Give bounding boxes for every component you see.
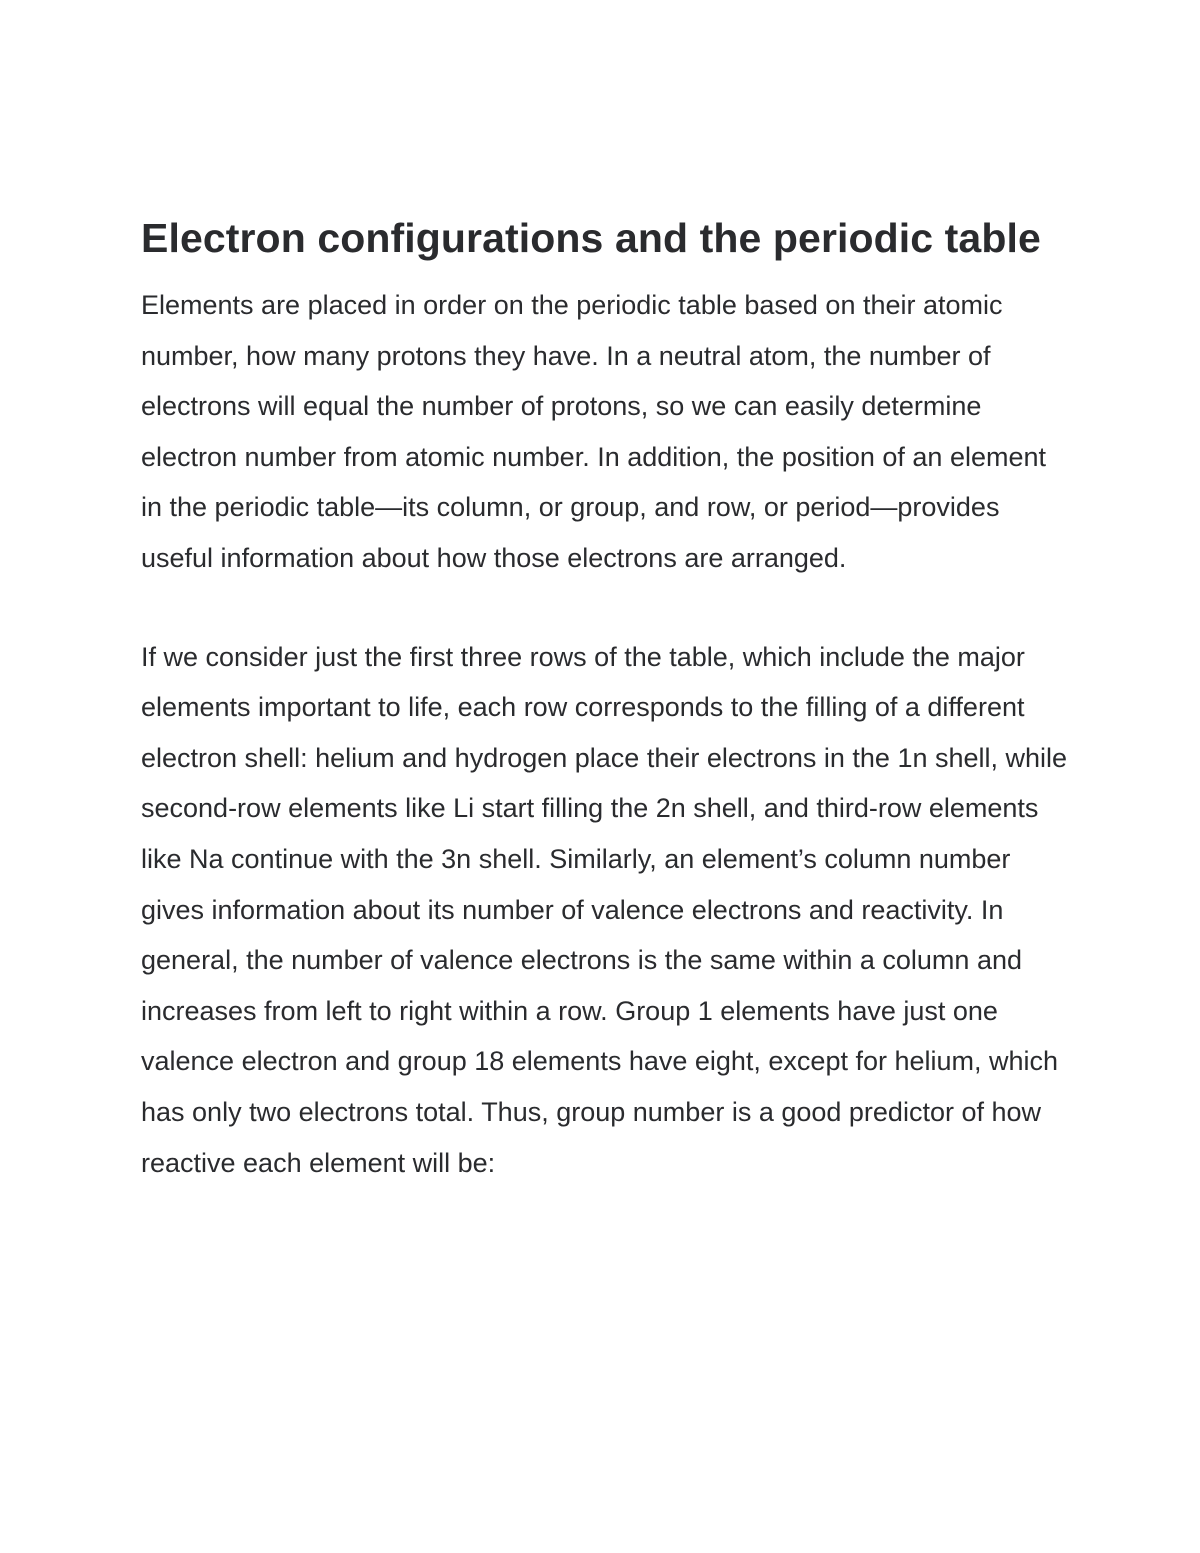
document-page [141, 210, 1071, 1188]
paragraph-rows-and-groups: If we consider just the first three rows of the table, which include the major elements important to life, each row corresponds to the filling of a different electron shell: helium and hydrogen place their electrons in the 1n shell, while second-row elements like Li start filling the 2n shell, and third-row elements like Na continue with the 3n shell. Similarly, an element’s column number gives information about its number of valence electrons and reactivity. In general, the number of valence electrons is the same within a column and increases from left to right within a row. Group 1 elements have just one valence electron and group 18 elements have eight, except for helium, which has only two electrons total. Thus, group number is a good predictor of how reactive each element will be: [141, 641, 1068, 1178]
paragraph-intro: Elements are placed in order on the periodic table based on their atomic number, how many protons they have. In a neutral atom, the number of electrons will equal the number of protons, so we can easily determine electron number from atomic number. In addition, the position of an element in the periodic table—its column, or group, and row, or period—provides useful information about how those electrons are arranged. [141, 290, 1047, 573]
document-title: Electron configurations and the periodic table [141, 215, 1041, 261]
